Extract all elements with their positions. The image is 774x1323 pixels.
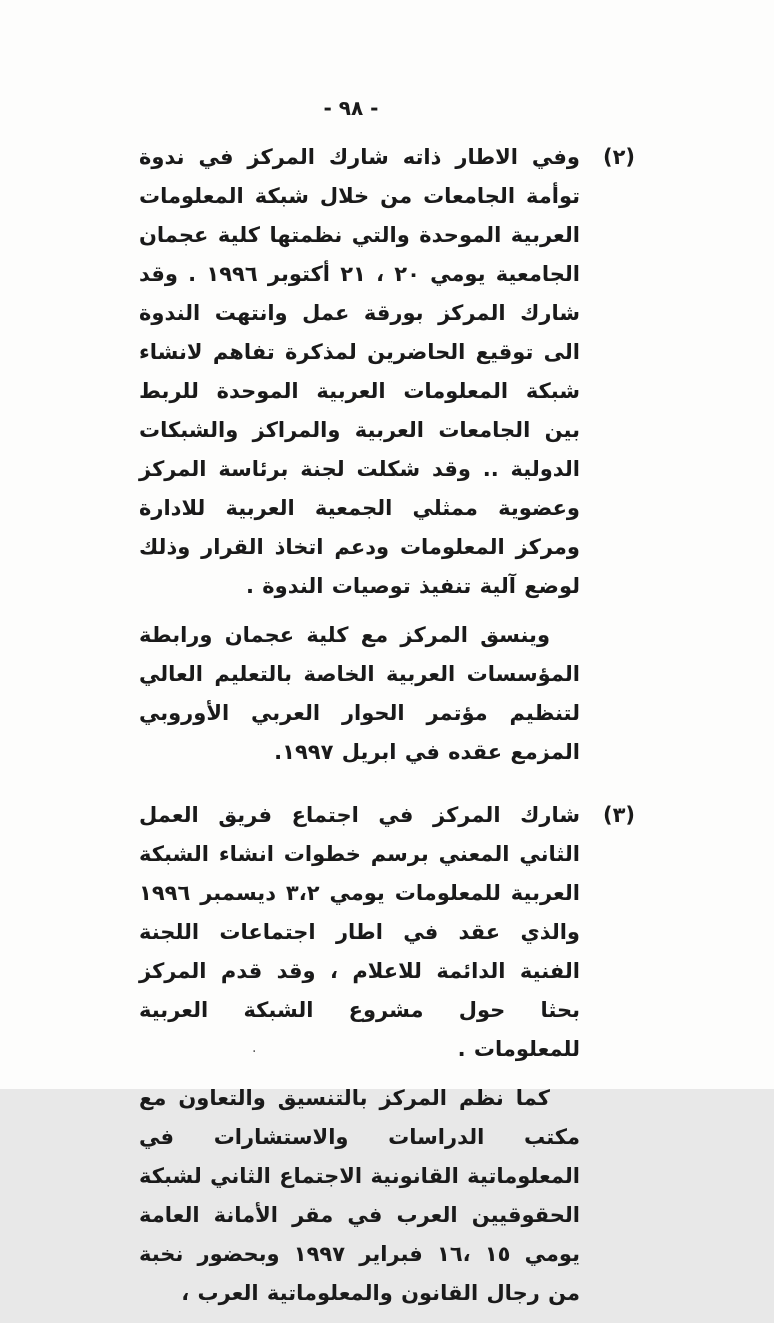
page-content xyxy=(139,138,635,1323)
item-2-marker: (٢) xyxy=(602,145,635,169)
item-3-paragraph-1: شارك المركز في اجتماع فريق العمل الثاني المعني برسم خطوات انشاء الشبكة العربية للمعلومات يومي ٣،٢ ديسمبر ١٩٩٦ والذي عقد في اطار اجتماعات اللجنة الفنية الدائمة للاعلام ، وقد قدم المركز بحثا حول مشروع الشبكة العربية للمعلومات . xyxy=(139,803,580,1061)
item-2-paragraph-2: وينسق المركز مع كلية عجمان ورابطة المؤسسات العربية الخاصة بالتعليم العالي لتنظيم مؤتمر الحوار العربي الأوروبي المزمع عقده في ابريل ١٩٩٧. xyxy=(139,623,580,764)
numbered-item-3 xyxy=(139,796,635,1323)
numbered-item-2 xyxy=(139,138,635,782)
page-number: - ٩٨ - xyxy=(323,96,379,120)
item-2-paragraph-1: وفي الاطار ذاته شارك المركز في ندوة توأمة الجامعات من خلال شبكة المعلومات العربية الموحدة والتي نظمتها كلية عجمان الجامعية يومي ٢٠ ، ٢١ أكتوبر ١٩٩٦ . وقد شارك المركز بورقة عمل وانتهت الندوة الى توقيع الحاضرين لمذكرة تفاهم لانشاء شبكة المعلومات العربية الموحدة للربط بين الجامعات العربية والمراكز والشبكات الدولية .. وقد شكلت لجنة برئاسة المركز وعضوية ممثلي الجمعية العربية للادارة ومركز المعلومات ودعم اتخاذ القرار وذلك لوضع آلية تنفيذ توصيات الندوة . xyxy=(139,145,580,598)
item-2-body xyxy=(139,138,580,782)
item-3-marker: (٣) xyxy=(602,803,635,827)
item-3-body xyxy=(139,796,580,1323)
item-3-paragraph-2: كما نظم المركز بالتنسيق والتعاون مع مكتب الدراسات والاستشارات في المعلوماتية القانونية الاجتماع الثاني لشبكة الحقوقيين العرب في مقر الأمانة العامة يومي ١٥ ،١٦ فبراير ١٩٩٧ وبحضور نخبة من رجال القانون والمعلوماتية العرب ، xyxy=(139,1086,580,1305)
stray-ink-mark: . xyxy=(252,1040,257,1056)
